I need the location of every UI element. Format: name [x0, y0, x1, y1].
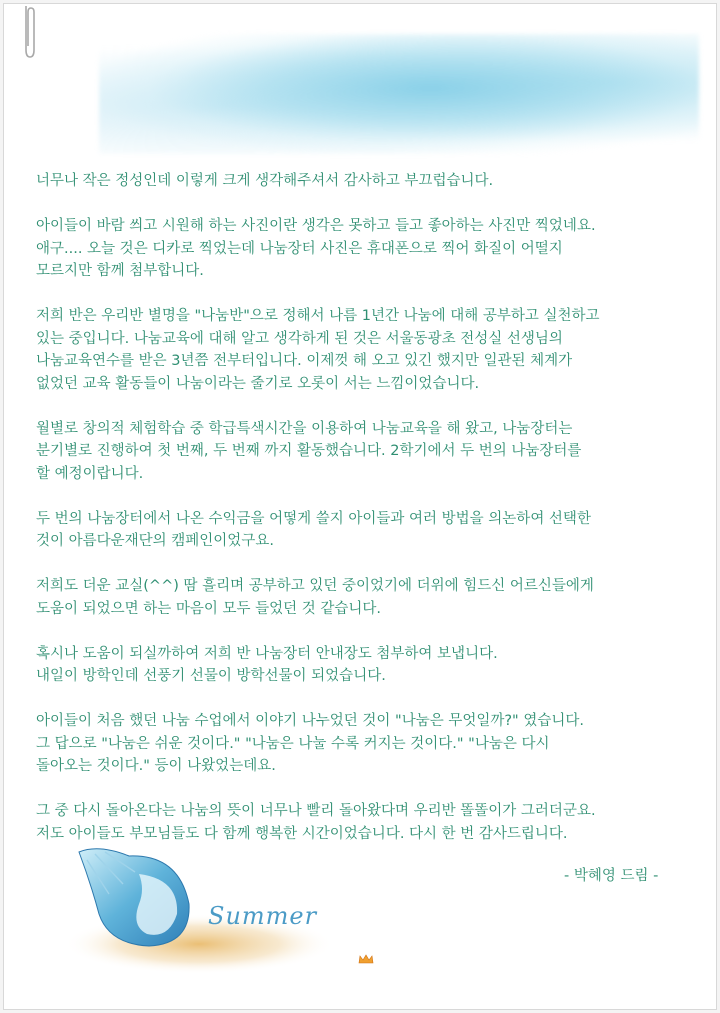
letter-paragraph: 아이들이 바람 씌고 시원해 하는 사진이란 생각은 못하고 들고 좋아하는 사진만 찍었네요. 애구.... 오늘 것은 디카로 찍었는데 나눔장터 사진은 휴대폰으로 찍어 화질이 어떨지 모르지만 함께 첨부합니다. — [36, 218, 596, 279]
letter-paragraph: 저희도 더운 교실(^^) 땀 흘리며 공부하고 있던 중이었기에 더위에 힘드신 어르신들에게 도움이 되었으면 하는 마음이 모두 들었던 것 같습니다. — [36, 578, 594, 617]
letter-body — [36, 170, 704, 868]
letter-paragraph: 두 번의 나눔장터에서 나온 수익금을 어떻게 쓸지 아이들과 여러 방법을 의논하여 선택한 것이 아름다운재단의 캠페인이었구요. — [36, 510, 591, 549]
letter-paragraph: 그 중 다시 돌아온다는 나눔의 뜻이 너무나 빨리 돌아왔다며 우리반 똘똘이가 그러더군요. 저도 아이들도 부모님들도 다 함께 행복한 시간이었습니다. 다시 한 번 감사드립니다. — [36, 803, 596, 842]
letter-paragraph: 너무나 작은 정성인데 이렇게 크게 생각해주셔서 감사하고 부끄럽습니다. — [36, 173, 494, 189]
crown-icon — [358, 954, 374, 964]
letter-paragraph: 저희 반은 우리반 별명을 "나눔반"으로 정해서 나름 1년간 나눔에 대해 공부하고 실천하고 있는 중입니다. 나눔교육에 대해 알고 생각하게 된 것은 서울동광초 전성실 선생님의 나눔교육연수를 받은 3년쯤 전부터입니다. 이제껏 해 오고 있긴 했지만 일관된 체계가 없었던 교육 활동들이 나눔이라는 줄기로 오롯이 서는 느낌이었습니다. — [36, 308, 600, 392]
summer-word: Summer — [208, 902, 318, 930]
signature: - 박혜영 드림 - — [564, 868, 659, 884]
paperclip-icon — [22, 4, 36, 60]
letter-paragraph: 아이들이 처음 했던 나눔 수업에서 이야기 나누었던 것이 "나눔은 무엇일까?" 였습니다. 그 답으로 "나눔은 쉬운 것이다." "나눔은 나눌 수록 커지는 것이다." "나눔은 다시 돌아오는 것이다." 등이 나왔었는데요. — [36, 713, 584, 774]
letter-paragraph: 월별로 창의적 체험학습 중 학급특색시간을 이용하여 나눔교육을 해 왔고, 나눔장터는 분기별로 진행하여 첫 번째, 두 번째 까지 활동했습니다. 2학기에서 두 번의 나눔장터를 할 예정이랍니다. — [36, 420, 582, 482]
watercolor-sky-decoration — [99, 34, 699, 154]
letter-page — [3, 3, 717, 1010]
letter-paragraph: 혹시나 도움이 되실까하여 저희 반 나눔장터 안내장도 첨부하여 보냅니다. 내일이 방학인데 선풍기 선물이 방학선물이 되었습니다. — [36, 645, 498, 684]
